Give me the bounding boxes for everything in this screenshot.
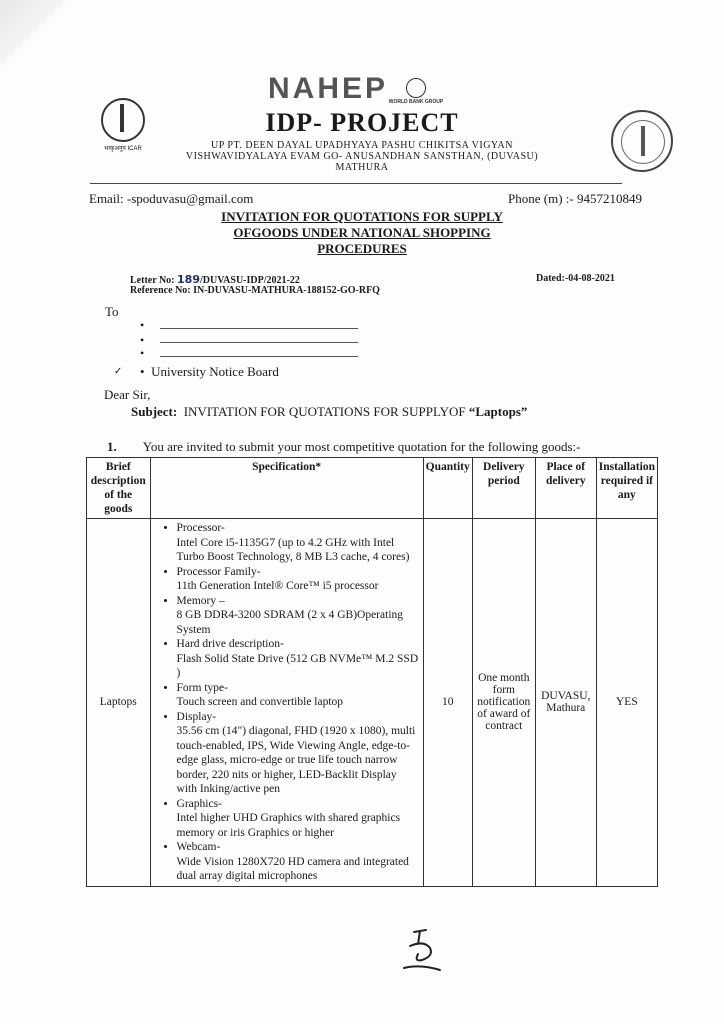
blank-line <box>160 342 358 343</box>
header-qty: Quantity <box>423 458 472 519</box>
invitation-title: INVITATION FOR QUOTATIONS FOR SUPPLY OFGOODS UNDER NATIONAL SHOPPING PROCEDURES <box>221 209 503 256</box>
bullet-icon: • <box>140 333 145 347</box>
quantity-cell: 10 <box>423 519 472 887</box>
reference-number: Reference No: IN-DUVASU-MATHURA-188152-GO-RFQ <box>130 285 380 296</box>
header-brief: Brief description of the goods <box>87 458 151 519</box>
goods-table <box>86 457 658 887</box>
to-label: To <box>105 304 119 319</box>
table-header-row <box>87 458 658 519</box>
item-cell: Laptops <box>87 519 151 887</box>
spec-item: • Graphics- Intel higher UHD Graphics with shared graphics memory or iris Graphics or higher <box>177 797 419 841</box>
table-row <box>87 519 658 887</box>
header-spec: Specification* <box>150 458 423 519</box>
globe-icon <box>406 78 426 98</box>
page-fold <box>0 0 70 70</box>
spec-item: • Display- 35.56 cm (14") diagonal, FHD (1920 x 1080), multi touch-enabled, IPS, Wide Viewing Angle, edge-to-edge glass, micro-edge or true life touch narrow border, 220 nits or higher, LED-Backlit Display with Inking/active pen <box>177 710 419 797</box>
dated-text: Dated:-04-08-2021 <box>536 273 615 284</box>
spec-item: • Hard drive description- Flash Solid State Drive (512 GB NVMe™ M.2 SSD ) <box>177 637 419 681</box>
handwritten-number: 189 <box>177 273 200 286</box>
spec-item: • Webcam- Wide Vision 1280X720 HD camera and integrated dual array digital microphones <box>177 840 419 884</box>
letter-number: Letter No: 189/DUVASU-IDP/2021-22 <box>130 273 300 286</box>
blank-line <box>160 328 358 329</box>
institution-line-1: UP PT. DEEN DAYAL UPADHYAYA PASHU CHIKITSA VIGYAN <box>211 140 513 151</box>
spec-item: • Processor Family- 11th Generation Intel® Core™ i5 processor <box>177 565 419 594</box>
world-bank-logo: WORLD BANK GROUP <box>384 78 448 105</box>
paragraph-1: 1. You are invited to submit your most competitive quotation for the following goods:- <box>107 439 581 454</box>
institution-line-3: MATHURA <box>335 162 389 173</box>
duvasu-seal-logo <box>611 110 673 172</box>
notice-board-item: • University Notice Board <box>140 364 279 379</box>
installation-cell: YES <box>596 519 657 887</box>
phone-text: Phone (m) :- 9457210849 <box>508 191 642 206</box>
subject-line: Subject: INVITATION FOR QUOTATIONS FOR SUPPLYOF “Laptops” <box>131 404 528 419</box>
spec-item: • Processor- Intel Core i5-1135G7 (up to 4.2 GHz with Intel Turbo Boost Technology, 8 MB L3 cache, 4 cores) <box>177 521 419 565</box>
bullet-icon: • <box>140 318 145 332</box>
header-place: Place of delivery <box>535 458 596 519</box>
nahep-logo: NAHEP <box>268 72 389 105</box>
signature <box>400 924 446 976</box>
delivery-cell: One month form notification of award of contract <box>472 519 535 887</box>
institution-line-2: VISHWAVIDYALAYA EVAM GO- ANUSANDHAN SANSTHAN, (DUVASU) <box>185 151 539 162</box>
place-cell: DUVASU, Mathura <box>535 519 596 887</box>
salutation: Dear Sir, <box>104 387 151 402</box>
spec-item: • Form type- Touch screen and convertible laptop <box>177 681 419 710</box>
email-text: Email: -spoduvasu@gmail.com <box>89 191 254 206</box>
bullet-icon: • <box>140 346 145 360</box>
spec-item: • Memory – 8 GB DDR4-3200 SDRAM (2 x 4 GB)Operating System <box>177 594 419 638</box>
header-divider <box>90 183 622 184</box>
icar-logo: भाकृअनुप ICAR <box>96 98 150 160</box>
checkmark-icon: ✓ <box>114 366 123 377</box>
blank-line <box>160 356 358 357</box>
header-install: Installation required if any <box>596 458 657 519</box>
project-title: IDP- PROJECT <box>265 108 459 137</box>
header-delivery: Delivery period <box>472 458 535 519</box>
spec-cell <box>150 519 423 887</box>
